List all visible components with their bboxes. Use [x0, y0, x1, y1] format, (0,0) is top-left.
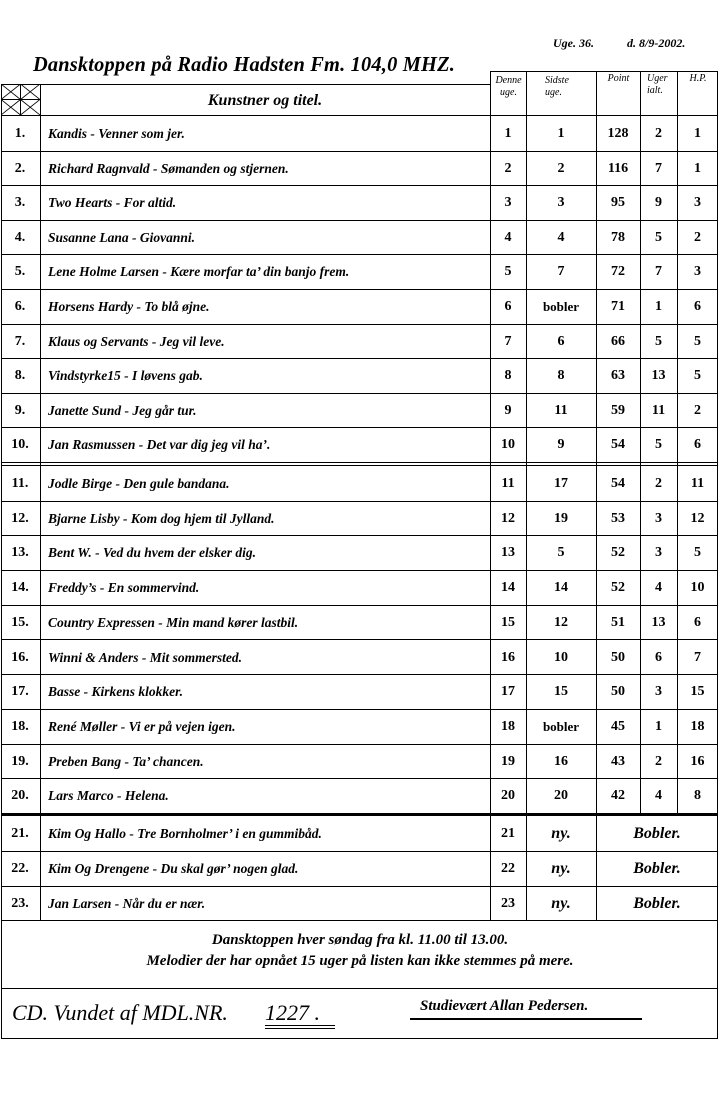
points-cell: 63	[611, 368, 625, 384]
highest-position-cell: 18	[690, 718, 705, 734]
points-cell: 52	[611, 545, 625, 561]
column-header-uger	[641, 73, 677, 97]
rank-cell: 14.	[11, 580, 29, 596]
rank-cell: 4.	[14, 229, 26, 245]
rank-cell: 7.	[14, 333, 26, 349]
last-week-cell: 5	[557, 545, 565, 561]
song-cell: Susanne Lana - Giovanni.	[48, 229, 196, 245]
points-cell: 52	[611, 580, 625, 596]
rank-cell: 20.	[11, 788, 29, 804]
song-cell: Jan Larsen - Når du er nær.	[48, 896, 206, 911]
this-week-cell: 13	[501, 545, 515, 561]
rank-cell: 8.	[14, 368, 26, 384]
points-cell: 53	[611, 510, 625, 526]
table-row	[0, 674, 718, 709]
points-cell: 54	[611, 437, 625, 453]
weeks-total-cell: 3	[655, 545, 662, 561]
table-row	[0, 709, 718, 744]
this-week-cell: 15	[501, 614, 515, 630]
highest-position-cell: 16	[690, 753, 705, 769]
points-cell: 72	[611, 264, 625, 280]
song-cell: Two Hearts - For altid.	[48, 195, 177, 211]
table-row	[0, 605, 718, 640]
this-week-cell: 5	[504, 264, 512, 280]
table-row	[0, 324, 718, 359]
this-week-cell: 10	[501, 437, 515, 453]
points-cell: 45	[611, 718, 625, 734]
song-cell: Bjarne Lisby - Kom dog hjem til Jylland.	[48, 510, 275, 526]
bottom-border	[1, 1038, 718, 1039]
column-header-denne	[491, 75, 526, 99]
table-row	[0, 289, 718, 324]
last-week-cell: 11	[554, 402, 568, 418]
last-week-cell: 17	[554, 476, 568, 491]
weeks-total-cell: 9	[655, 195, 662, 211]
cd-number-underline-1	[265, 1025, 335, 1026]
last-week-cell: ny.	[551, 895, 571, 912]
top10-separator-b	[1, 465, 718, 466]
rank-cell: 1.	[14, 126, 26, 141]
last-week-cell: 20	[554, 788, 568, 804]
rank-cell: 16.	[11, 649, 29, 665]
rank-cell: 19.	[11, 753, 29, 769]
song-cell: Kandis - Venner som jer.	[48, 126, 185, 141]
column-header-sidste	[527, 75, 596, 99]
last-week-cell: 6	[557, 333, 565, 349]
song-cell: Janette Sund - Jeg går tur.	[48, 402, 197, 418]
song-cell: Kim Og Hallo - Tre Bornholmer’ i en gummibåd.	[48, 826, 322, 841]
rank-cell: 9.	[14, 402, 26, 418]
song-cell: Bent W. - Ved du hvem der elsker dig.	[48, 545, 256, 561]
this-week-cell: 4	[504, 229, 512, 245]
points-cell: 128	[607, 126, 629, 141]
weeks-total-cell: 2	[655, 476, 662, 491]
table-row	[0, 744, 718, 779]
last-week-cell: 1	[557, 126, 565, 141]
highest-position-cell: 5	[694, 333, 701, 349]
bubbler-row	[0, 886, 718, 921]
column-header-point: Point	[607, 73, 630, 84]
weeks-total-cell: 5	[655, 437, 662, 453]
song-cell: Freddy’s - En sommervind.	[48, 580, 200, 596]
broadcast-info: Dansktoppen hver søndag fra kl. 11.00 til 13.00.	[211, 932, 509, 948]
this-week-cell: 11	[501, 476, 515, 491]
points-cell: 51	[611, 614, 625, 630]
last-week-cell: 9	[557, 437, 565, 453]
weeks-total-cell: 5	[655, 333, 662, 349]
song-cell: Jodle Birge - Den gule bandana.	[48, 476, 230, 491]
song-cell: René Møller - Vi er på vejen igen.	[48, 718, 236, 734]
rank-cell: 13.	[11, 545, 29, 561]
song-cell: Klaus og Servants - Jeg vil leve.	[48, 333, 225, 349]
weeks-total-cell: 5	[655, 229, 662, 245]
rank-cell: 15.	[11, 614, 29, 630]
weeks-total-cell: 1	[655, 299, 662, 314]
this-week-cell: 18	[501, 718, 515, 734]
rank-cell: 2.	[14, 160, 26, 176]
this-week-cell: 14	[501, 580, 515, 596]
table-row	[0, 427, 718, 462]
last-week-cell: 2	[557, 160, 565, 176]
points-cell: 78	[611, 229, 625, 245]
top10-separator-a	[1, 462, 718, 463]
rank-cell: 23.	[11, 896, 29, 911]
weeks-total-cell: 2	[655, 126, 662, 141]
highest-position-cell: 1	[694, 160, 701, 176]
bubbler-status-cell: Bobler.	[633, 895, 681, 912]
song-cell: Kim Og Drengene - Du skal gør’ nogen glad.	[48, 861, 299, 876]
this-week-cell: 22	[501, 861, 515, 876]
table-row	[0, 220, 718, 255]
table-row	[0, 393, 718, 428]
highest-position-cell: 3	[694, 264, 701, 280]
points-cell: 50	[611, 649, 625, 665]
points-cell: 42	[611, 788, 625, 804]
header-top-border-right	[490, 71, 718, 72]
column-header-denne-line2: uge.	[500, 87, 517, 98]
weeks-total-cell: 7	[655, 160, 662, 176]
bubbler-row	[0, 851, 718, 886]
points-cell: 71	[611, 299, 625, 314]
rank-cell: 17.	[11, 684, 29, 700]
weeks-total-cell: 3	[655, 510, 662, 526]
weeks-total-cell: 2	[655, 753, 662, 769]
this-week-cell: 16	[501, 649, 515, 665]
song-cell: Lene Holme Larsen - Kære morfar ta’ din banjo frem.	[48, 264, 350, 280]
points-cell: 116	[607, 160, 629, 176]
this-week-cell: 17	[501, 684, 515, 700]
highest-position-cell: 6	[694, 299, 701, 314]
this-week-cell: 3	[504, 195, 512, 211]
bubbler-row	[0, 816, 718, 851]
this-week-cell: 23	[501, 896, 515, 911]
highest-position-cell: 6	[694, 614, 701, 630]
table-row	[0, 466, 718, 501]
weeks-total-cell: 3	[655, 684, 662, 700]
highest-position-cell: 7	[694, 649, 701, 665]
last-week-cell: bobler	[542, 718, 580, 734]
points-cell: 54	[611, 476, 625, 491]
table-row	[0, 116, 718, 151]
rank-cell: 12.	[11, 510, 29, 526]
this-week-cell: 9	[504, 402, 512, 418]
table-row	[0, 501, 718, 536]
studio-host: Studievært Allan Pedersen.	[420, 998, 589, 1014]
this-week-cell: 1	[504, 126, 512, 141]
rank-cell: 10.	[11, 437, 29, 453]
weeks-total-cell: 13	[651, 368, 666, 384]
highest-position-cell: 3	[694, 195, 701, 211]
this-week-cell: 21	[501, 826, 515, 841]
last-week-cell: 4	[557, 229, 565, 245]
bubbler-status-cell: Bobler.	[633, 825, 681, 842]
song-cell: Winni & Anders - Mit sommersted.	[48, 649, 243, 665]
host-underline	[410, 1018, 642, 1020]
highest-position-cell: 8	[694, 788, 701, 804]
this-week-cell: 19	[501, 753, 515, 769]
table-row	[0, 640, 718, 675]
table-row	[0, 535, 718, 570]
crossed-box-icon	[1, 84, 40, 115]
top20-separator	[1, 813, 718, 816]
weeks-total-cell: 6	[655, 649, 662, 665]
column-header-sidste-line1: Sidste	[545, 75, 569, 86]
this-week-cell: 8	[504, 368, 512, 384]
rule-info: Melodier der har opnået 15 uger på listen kan ikke stemmes på mere.	[146, 953, 574, 969]
this-week-cell: 6	[504, 299, 512, 314]
table-row	[0, 570, 718, 605]
highest-position-cell: 5	[694, 368, 701, 384]
this-week-cell: 12	[501, 510, 515, 526]
rank-cell: 3.	[14, 195, 26, 211]
cd-number-underline-2	[265, 1028, 335, 1029]
last-week-cell: 12	[554, 614, 568, 630]
last-week-cell: 16	[554, 753, 568, 769]
highest-position-cell: 15	[690, 684, 705, 700]
table-row	[0, 185, 718, 220]
highest-position-cell: 5	[694, 545, 701, 561]
song-cell: Lars Marco - Helena.	[48, 788, 169, 804]
highest-position-cell: 11	[690, 476, 705, 491]
highest-position-cell: 6	[694, 437, 701, 453]
highest-position-cell: 1	[694, 126, 701, 141]
table-row	[0, 358, 718, 393]
weeks-total-cell: 13	[651, 614, 666, 630]
bubblers-bottom-border	[1, 920, 718, 921]
last-week-cell: 10	[554, 649, 568, 665]
last-week-cell: bobler	[542, 299, 580, 314]
highest-position-cell: 12	[690, 510, 705, 526]
weeks-total-cell: 1	[655, 718, 662, 734]
this-week-cell: 7	[504, 333, 512, 349]
column-header-sidste-line2: uge.	[545, 87, 562, 98]
rank-cell: 11.	[11, 476, 29, 491]
last-week-cell: 15	[554, 684, 568, 700]
page-title: Dansktoppen på Radio Hadsten Fm. 104,0 MHZ.	[33, 52, 456, 76]
rank-cell: 6.	[14, 299, 26, 314]
rank-cell: 21.	[11, 826, 29, 841]
column-header-denne-line1: Denne	[495, 75, 522, 86]
last-week-cell: ny.	[551, 860, 571, 877]
footer-divider	[1, 988, 718, 989]
song-cell: Jan Rasmussen - Det var dig jeg vil ha’.	[48, 437, 271, 453]
song-cell: Country Expressen - Min mand kører lastbil.	[48, 614, 299, 630]
last-week-cell: 14	[554, 580, 568, 596]
song-cell: Richard Ragnvald - Sømanden og stjernen.	[48, 160, 289, 176]
weeks-total-cell: 11	[651, 402, 666, 418]
points-cell: 59	[611, 402, 625, 418]
cd-winner-number: 1227 .	[265, 1000, 320, 1025]
table-row	[0, 778, 718, 813]
table-row	[0, 254, 718, 289]
rank-cell: 18.	[11, 718, 29, 734]
points-cell: 50	[611, 684, 625, 700]
this-week-cell: 20	[501, 788, 515, 804]
song-cell: Preben Bang - Ta’ chancen.	[48, 753, 204, 769]
table-row	[0, 151, 718, 186]
last-week-cell: 8	[557, 368, 565, 384]
header-top-border-left	[1, 84, 490, 85]
last-week-cell: 3	[557, 195, 565, 211]
last-week-cell: ny.	[551, 825, 571, 842]
weeks-total-cell: 7	[655, 264, 662, 280]
this-week-cell: 2	[504, 160, 512, 176]
week-number: Uge. 36.	[553, 36, 594, 50]
highest-position-cell: 2	[694, 402, 701, 418]
last-week-cell: 7	[557, 264, 565, 280]
last-week-cell: 19	[554, 510, 568, 526]
highest-position-cell: 2	[694, 229, 701, 245]
weeks-total-cell: 4	[655, 788, 662, 804]
weeks-total-cell: 4	[655, 580, 662, 596]
column-header-hp: H.P.	[689, 73, 707, 84]
song-cell: Horsens Hardy - To blå øjne.	[48, 299, 210, 314]
chart-date: d. 8/9-2002.	[627, 36, 686, 50]
column-header-artist-title: Kunstner og titel.	[207, 92, 323, 109]
song-cell: Vindstyrke15 - I løvens gab.	[48, 368, 203, 384]
cd-winner-label: CD. Vundet af MDL.NR.	[12, 1000, 228, 1025]
bubbler-status-cell: Bobler.	[633, 860, 681, 877]
points-cell: 66	[611, 333, 625, 349]
song-cell: Basse - Kirkens klokker.	[48, 684, 184, 700]
column-header-uger-line1: Uger	[647, 73, 668, 84]
rank-cell: 5.	[14, 264, 26, 280]
rank-cell: 22.	[11, 861, 29, 876]
points-cell: 95	[611, 195, 625, 211]
points-cell: 43	[611, 753, 625, 769]
column-header-uger-line2: ialt.	[647, 85, 663, 96]
highest-position-cell: 10	[690, 580, 705, 596]
